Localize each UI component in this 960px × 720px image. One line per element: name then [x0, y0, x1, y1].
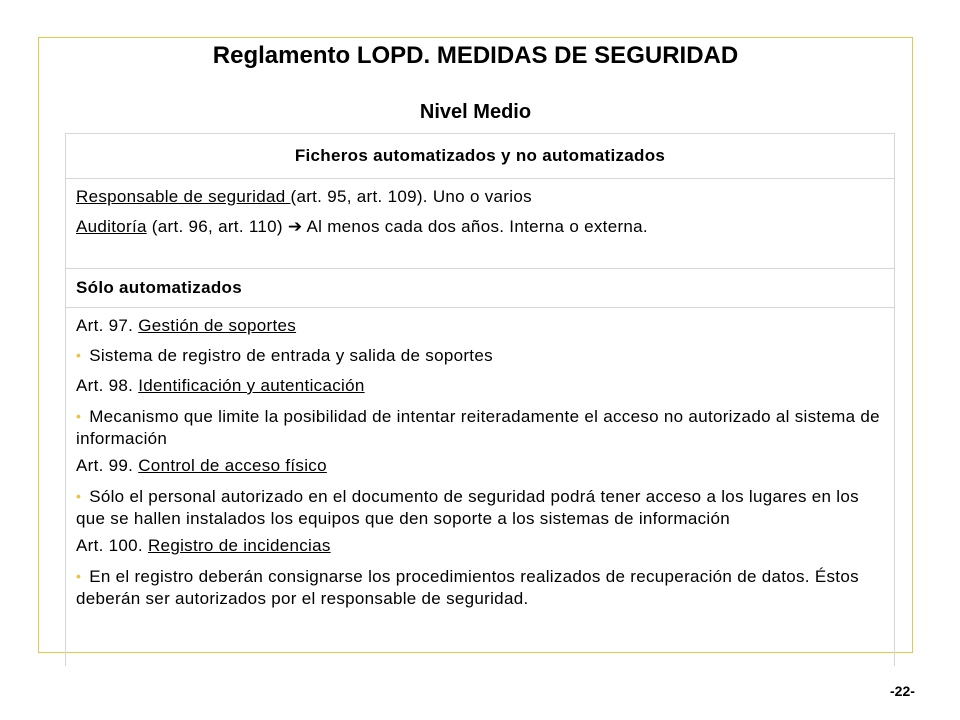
page-title: Reglamento LOPD. MEDIDAS DE SEGURIDAD [212, 42, 739, 69]
bullet-icon: • [76, 568, 82, 584]
article-99-title: Control de acceso físico [138, 456, 327, 475]
page-subtitle: Nivel Medio [419, 101, 532, 123]
auditoria-term: Auditoría [76, 217, 147, 236]
bullet-icon: • [76, 408, 82, 424]
auditoria-line [76, 216, 884, 238]
article-99-prefix: Art. 99. [76, 456, 139, 475]
article-98-title: Identificación y autenticación [138, 376, 365, 395]
article-100-bullet [76, 566, 884, 610]
responsable-detail: (art. 95, art. 109). Uno o varios [290, 187, 532, 206]
section1-header: Ficheros automatizados y no automatizados [66, 134, 895, 179]
article-97-bullet-text: Sistema de registro de entrada y salida de soportes [89, 346, 493, 365]
responsable-term: Responsable de seguridad [76, 187, 291, 206]
article-100-prefix: Art. 100. [76, 536, 148, 555]
section1-body [66, 179, 895, 269]
bullet-icon: • [76, 347, 82, 363]
article-99-bullet [76, 486, 884, 530]
article-100-title: Registro de incidencias [147, 536, 331, 555]
article-98-bullet [76, 406, 884, 450]
page-number: -22- [890, 683, 915, 699]
article-100-bullet-text: En el registro deberán consignarse los procedimientos realizados de recuperación de datos. Éstos deberán ser autorizados por el responsable de seguridad. [76, 567, 859, 608]
article-98-bullet-text: Mecanismo que limite la posibilidad de intentar reiteradamente el acceso no autorizado al sistema de información [76, 407, 880, 448]
article-97-line [76, 316, 884, 336]
article-98-line [76, 376, 884, 396]
section2-body [66, 308, 895, 667]
bullet-icon: • [76, 488, 82, 504]
auditoria-detail: (art. 96, art. 110) ➔ Al menos cada dos años. Interna o externa. [146, 217, 648, 236]
measures-table [65, 133, 895, 666]
responsable-line [76, 186, 884, 208]
article-100-line [76, 536, 884, 556]
article-97-title: Gestión de soportes [138, 316, 297, 335]
article-99-bullet-text: Sólo el personal autorizado en el documento de seguridad podrá tener acceso a los lugares en los que se hallen instalados los equipos que den soporte a los sistemas de información [76, 487, 859, 528]
article-98-prefix: Art. 98. [76, 376, 139, 395]
section2-header: Sólo automatizados [66, 269, 895, 308]
article-99-line [76, 456, 884, 476]
article-97-prefix: Art. 97. [76, 316, 139, 335]
article-97-bullet [76, 346, 884, 366]
